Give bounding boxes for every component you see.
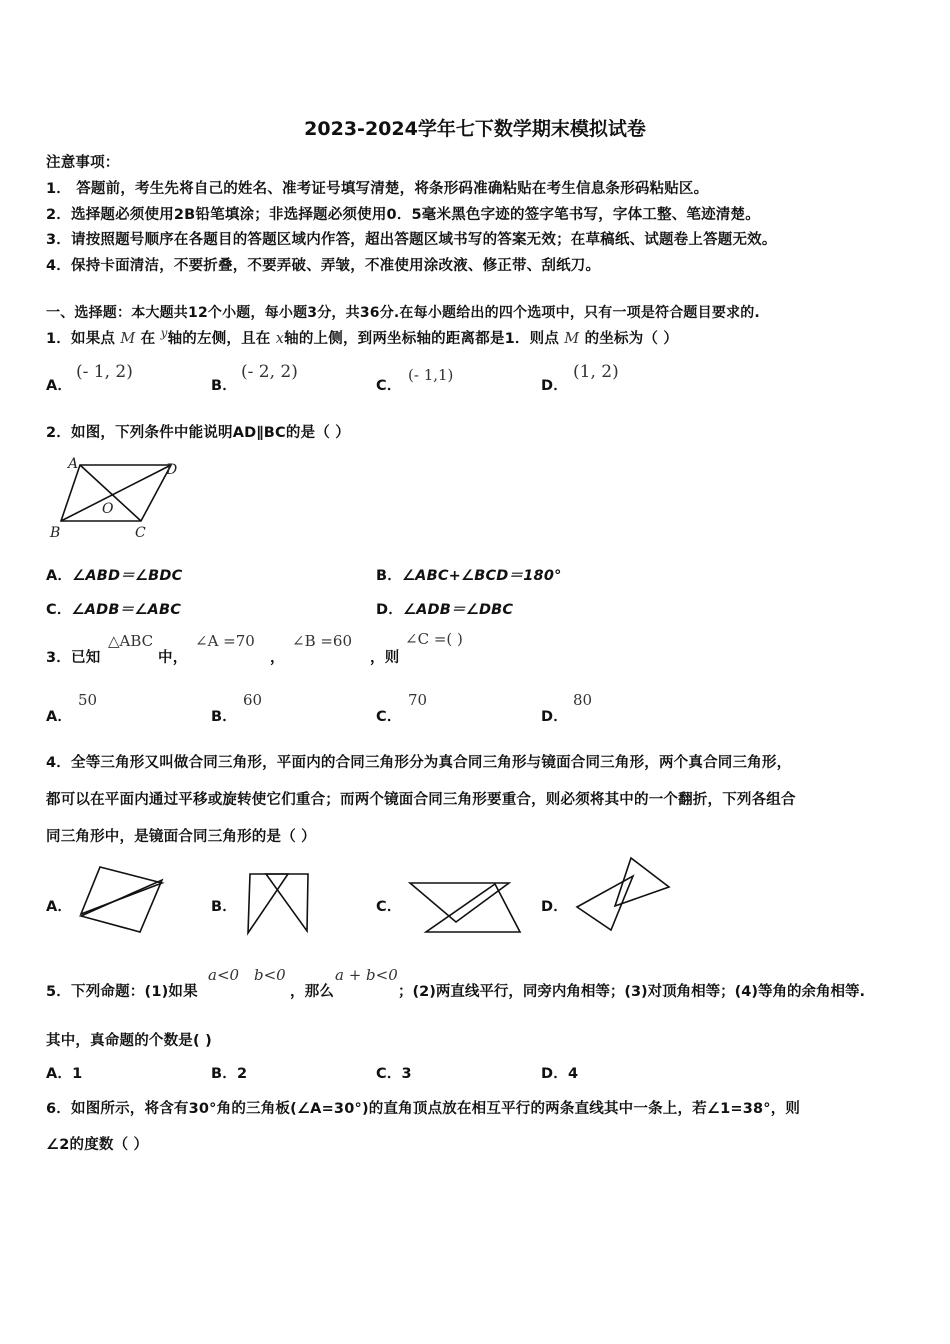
q4-option-c-label: C． bbox=[376, 899, 402, 915]
note-item: 4．保持卡面清洁，不要折叠，不要弄破、弄皱，不准使用涂改液、修正带、刮纸刀。 bbox=[46, 258, 601, 274]
q1-point-m2: M bbox=[564, 331, 580, 347]
q4-figure-c bbox=[408, 878, 526, 936]
q1-y: y bbox=[160, 326, 168, 340]
q4-line: 都可以在平面内通过平移或旋转使它们重合；而两个镜面合同三角形要重合，则必须将其中的一个翻折，下列各组合 bbox=[46, 792, 796, 808]
label-o: O bbox=[102, 501, 114, 517]
note-item: 2．选择题必须使用2B铅笔填涂；非选择题必须使用0．5毫米黑色字迹的签字笔书写，字体工整、笔迹清楚。 bbox=[46, 207, 760, 223]
q5-option-c: C．3 bbox=[376, 1066, 412, 1082]
q1-x: x bbox=[275, 331, 285, 347]
label-b: B bbox=[50, 525, 61, 541]
q1-stem bbox=[46, 327, 678, 348]
q4-option-a-label: A． bbox=[46, 899, 73, 915]
q5-stem-mid: ，那么 bbox=[290, 984, 335, 1000]
triangle bbox=[410, 883, 509, 922]
q1-option-a-value: (- 1, 2) bbox=[76, 362, 133, 382]
q6-line: ∠2的度数（ ） bbox=[46, 1137, 149, 1153]
q1-option-a-label: A． bbox=[46, 378, 73, 394]
q4-figure-b bbox=[243, 868, 315, 938]
q5-math-sum: a + b<0 bbox=[335, 966, 398, 984]
q4-option-b-label: B． bbox=[211, 899, 237, 915]
q1-text: 的坐标为（ ） bbox=[584, 331, 679, 347]
q5-stem-prefix: 5．下列命题：(1)如果 bbox=[46, 984, 198, 1000]
q5-option-a: A．1 bbox=[46, 1066, 83, 1082]
q2-stem: 2．如图，下列条件中能说明AD∥BC的是（ ） bbox=[46, 425, 350, 441]
q1-option-b-label: B． bbox=[211, 378, 237, 394]
q4-line: 4．全等三角形又叫做合同三角形，平面内的合同三角形分为真合同三角形与镜面合同三角形，两个真合同三角形， bbox=[46, 755, 792, 771]
notes-heading: 注意事项： bbox=[46, 155, 120, 171]
q3-option-c-value: 70 bbox=[408, 691, 428, 709]
note-item: 1． 答题前，考生先将自己的姓名、准考证号填写清楚，将条形码准确粘贴在考生信息条形码粘贴区。 bbox=[46, 181, 709, 197]
q3-angle-b: ∠B =60 bbox=[292, 632, 353, 650]
q4-line: 同三角形中，是镜面合同三角形的是（ ） bbox=[46, 829, 316, 845]
q1-text: 轴的左侧，且在 bbox=[167, 331, 271, 347]
q6-line: 6．如图所示，将含有30°角的三角板(∠A=30°)的直角顶点放在相互平行的两条直线其中一条上，若∠1=38°，则 bbox=[46, 1101, 801, 1117]
q5-line2: 其中，真命题的个数是( ) bbox=[46, 1033, 212, 1049]
q3-option-a-label: A． bbox=[46, 709, 73, 725]
q1-option-c-value: (- 1,1) bbox=[408, 366, 454, 384]
q3-option-b-label: B． bbox=[211, 709, 237, 725]
label-d: D bbox=[166, 462, 178, 478]
q1-option-c-label: C． bbox=[376, 378, 402, 394]
q5-math-a: a<0 bbox=[208, 966, 240, 984]
q2-option-c: C．∠ADB＝∠ABC bbox=[46, 602, 182, 618]
q5-option-d: D．4 bbox=[541, 1066, 579, 1082]
q3-stem-prefix: 3．已知 bbox=[46, 650, 101, 666]
q1-text: 1．如果点 bbox=[46, 331, 116, 347]
q3-option-d-label: D． bbox=[541, 709, 568, 725]
q1-text: 轴的上侧，到两坐标轴的距离都是1．则点 bbox=[284, 331, 560, 347]
q3-triangle: △ABC bbox=[108, 632, 154, 650]
q3-option-c-label: C． bbox=[376, 709, 402, 725]
q3-option-a-value: 50 bbox=[78, 691, 98, 709]
q2-option-a: A．∠ABD＝∠BDC bbox=[46, 568, 183, 584]
q1-text: 在 bbox=[140, 331, 156, 347]
note-item: 3．请按照题号顺序在各题目的答题区域内作答，超出答题区域书写的答案无效；在草稿纸、试题卷上答题无效。 bbox=[46, 232, 777, 248]
q2-option-d: D．∠ADB＝∠DBC bbox=[376, 602, 514, 618]
triangle bbox=[266, 874, 308, 931]
q3-stem-mid: 中， bbox=[158, 650, 188, 666]
q5-math-b: b<0 bbox=[254, 966, 286, 984]
label-a: A bbox=[68, 456, 79, 472]
q3-stem-suffix: ，则 bbox=[370, 650, 400, 666]
q5-option-b: B．2 bbox=[211, 1066, 248, 1082]
q3-comma: ， bbox=[270, 650, 285, 666]
q3-angle-a: ∠A =70 bbox=[195, 632, 255, 650]
q3-option-b-value: 60 bbox=[243, 691, 263, 709]
section-heading: 一、选择题：本大题共12个小题，每小题3分，共36分.在每小题给出的四个选项中，只有一项是符合题目要求的. bbox=[46, 305, 760, 321]
parallelogram-figure bbox=[46, 452, 196, 544]
q1-option-d-label: D． bbox=[541, 378, 568, 394]
q1-point-m: M bbox=[120, 331, 136, 347]
q2-option-b: B．∠ABC+∠BCD＝180° bbox=[376, 568, 562, 584]
q4-figure-d bbox=[573, 854, 675, 936]
triangle bbox=[248, 874, 288, 933]
q3-angle-c: ∠C =( ) bbox=[405, 630, 463, 648]
q4-option-d-label: D． bbox=[541, 899, 568, 915]
q1-option-d-value: (1, 2) bbox=[573, 362, 619, 382]
q3-option-d-value: 80 bbox=[573, 691, 593, 709]
q1-option-b-value: (- 2, 2) bbox=[241, 362, 298, 382]
label-c: C bbox=[135, 525, 146, 541]
page-title: 2023-2024学年七下数学期末模拟试卷 bbox=[304, 118, 646, 140]
q4-figure-a bbox=[78, 862, 168, 934]
q5-stem-suffix: ；(2)两直线平行，同旁内角相等；(3)对顶角相等；(4)等角的余角相等. bbox=[398, 984, 866, 1000]
